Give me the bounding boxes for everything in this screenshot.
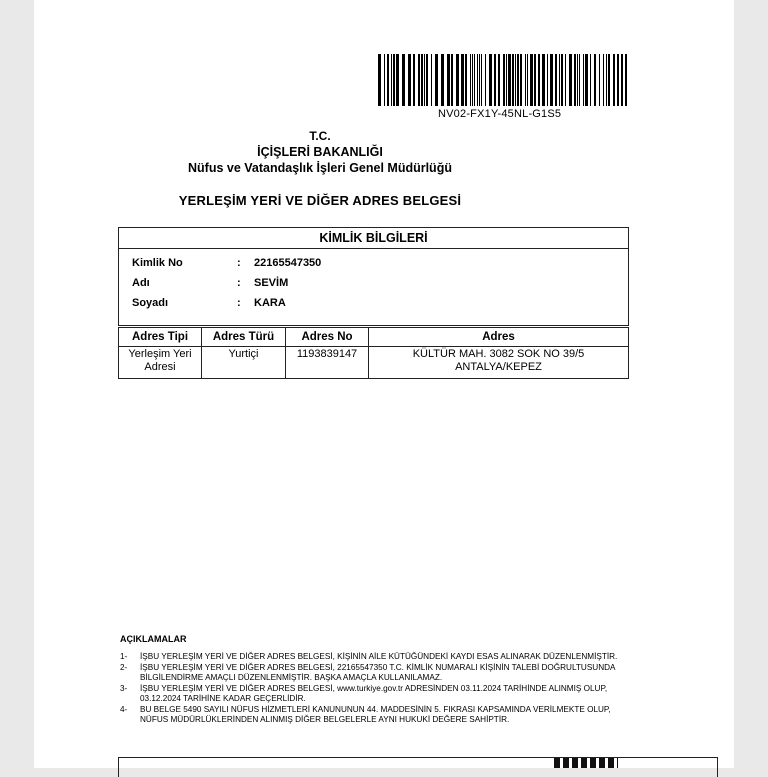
note-number: 4- — [120, 705, 128, 714]
barcode-bar — [426, 54, 428, 106]
barcode-bar — [503, 54, 505, 106]
identity-separator: : — [237, 257, 241, 269]
barcode-bar — [387, 54, 389, 106]
barcode-bar — [506, 54, 507, 106]
note-number: 3- — [120, 684, 128, 693]
cell-line: Adresi — [144, 361, 176, 373]
cell-line: Yerleşim Yeri — [128, 348, 192, 360]
cell-line: ANTALYA/KEPEZ — [455, 361, 542, 373]
barcode-bar — [538, 54, 540, 106]
barcode-bar — [391, 54, 392, 106]
barcode-bar — [574, 54, 576, 106]
note-number: 1- — [120, 652, 128, 661]
barcode-bar — [479, 54, 480, 106]
barcode-bar — [431, 54, 432, 106]
barcode-bar — [617, 54, 619, 106]
barcode-bar — [418, 54, 420, 106]
column-header-adres: Adres — [369, 328, 629, 347]
barcode-bar — [378, 54, 381, 106]
barcode-bar — [525, 54, 526, 106]
barcode-code: NV02-FX1Y-45NL-G1S5 — [438, 108, 562, 120]
barcode-bar — [485, 54, 486, 106]
barcode-bar — [477, 54, 478, 106]
barcode-bar — [512, 54, 514, 106]
barcode-bar — [461, 54, 464, 106]
barcode-bar — [441, 54, 444, 106]
barcode-bar — [456, 54, 459, 106]
barcode-bar — [424, 54, 425, 106]
note-item — [120, 663, 620, 683]
barcode-bar — [494, 54, 496, 106]
barcode-bar — [547, 54, 548, 106]
notes-list — [120, 652, 620, 726]
note-text: İŞBU YERLEŞİM YERİ VE DİĞER ADRES BELGESİ, KİŞİNİN AİLE KÜTÜĞÜNDEKİ KAYDI ESAS ALINARAK DÜZENLENMİŞTİR. — [140, 652, 618, 661]
barcode-bar — [515, 54, 516, 106]
barcode-bar — [603, 54, 604, 106]
document-page — [34, 0, 734, 768]
identity-separator: : — [237, 277, 241, 289]
barcode-bar — [594, 54, 596, 106]
barcode-bar — [608, 54, 610, 106]
bottom-frame — [118, 757, 718, 777]
identity-value: KARA — [254, 297, 286, 309]
barcode-bar — [470, 54, 471, 106]
identity-separator: : — [237, 297, 241, 309]
note-item — [120, 684, 620, 704]
header-ministry: İÇİŞLERİ BAKANLIĞI — [257, 145, 383, 159]
table-row — [119, 347, 629, 379]
cell-adres — [369, 347, 629, 379]
barcode-bar — [508, 54, 511, 106]
identity-label: Soyadı — [132, 297, 169, 309]
address-table-header-row — [119, 328, 629, 347]
barcode — [378, 54, 630, 106]
identity-label: Kimlik No — [132, 257, 183, 269]
header-tc: T.C. — [309, 129, 331, 143]
identity-box — [118, 227, 629, 326]
header-directorate: Nüfus ve Vatandaşlık İşleri Genel Müdürlüğü — [188, 161, 452, 175]
barcode-bar — [561, 54, 563, 106]
barcode-bar — [517, 54, 519, 106]
barcode-bar — [534, 54, 536, 106]
identity-heading: KİMLİK BİLGİLERİ — [119, 228, 628, 249]
barcode-bar — [447, 54, 450, 106]
note-text: BU BELGE 5490 SAYILI NÜFUS HİZMETLERİ KANUNUNUN 44. MADDESİNİN 5. FIKRASI KAPSAMINDA VERİLMEKTE OLUP, NÜFUS MÜDÜRLÜKLERİNDEN ALINMIŞ DİĞER BELGELERLE AYNI HUKUKİ DEĞERE SAHİPTİR. — [140, 705, 611, 724]
barcode-bar — [621, 54, 623, 106]
barcode-bar — [474, 54, 475, 106]
note-number: 2- — [120, 663, 128, 672]
barcode-bar — [585, 54, 588, 106]
cell-line: KÜLTÜR MAH. 3082 SOK NO 39/5 — [412, 348, 585, 360]
barcode-bar — [613, 54, 615, 106]
column-header-adres-tipi: Adres Tipi — [119, 328, 202, 347]
cell-adres-no: 1193839147 — [286, 347, 369, 379]
address-table — [118, 327, 629, 379]
barcode-bar — [481, 54, 482, 106]
barcode-bar — [498, 54, 500, 106]
barcode-bar — [559, 54, 560, 106]
barcode-bar — [413, 54, 415, 106]
barcode-bar — [472, 54, 473, 106]
barcode-bar — [555, 54, 557, 106]
cell-adres-tipi — [119, 347, 202, 379]
barcode-bar — [599, 54, 600, 106]
identity-label: Adı — [132, 277, 150, 289]
barcode-bar — [577, 54, 578, 106]
barcode-bar — [465, 54, 467, 106]
barcode-bar — [550, 54, 553, 106]
barcode-bar — [527, 54, 528, 106]
barcode-bar — [451, 54, 453, 106]
barcode-bar — [625, 54, 627, 106]
barcode-bar — [408, 54, 411, 106]
barcode-bar — [569, 54, 572, 106]
barcode-bar — [565, 54, 566, 106]
note-text: İŞBU YERLEŞİM YERİ VE DİĞER ADRES BELGESİ, www.turkiye.gov.tr ADRESİNDEN 03.11.2024 TARİHİNDE ALINMIŞ OLUP, 03.12.2024 TARİHİNE KADAR GEÇERLİDİR. — [140, 684, 608, 703]
identity-value: SEVİM — [254, 277, 289, 289]
barcode-bar — [579, 54, 580, 106]
barcode-bar — [590, 54, 591, 106]
document-title: YERLEŞİM YERİ VE DİĞER ADRES BELGESİ — [178, 193, 462, 208]
barcode-bar — [393, 54, 395, 106]
barcode-bar — [402, 54, 405, 106]
barcode-bar — [606, 54, 607, 106]
note-text: İŞBU YERLEŞİM YERİ VE DİĞER ADRES BELGESİ, 22165547350 T.C. KİMLİK NUMARALI KİŞİNİN TALEBİ DOĞRULTUSUNDA BİLGİLENDİRME AMAÇLI DÜZENLENMİŞTİR. BAŞKA AMAÇLA KULLANILAMAZ. — [140, 663, 616, 682]
cell-adres-turu: Yurtiçi — [202, 347, 286, 379]
barcode-bar — [396, 54, 399, 106]
bottom-barcode-fragment — [554, 758, 618, 768]
barcode-bar — [530, 54, 533, 106]
barcode-bar — [421, 54, 423, 106]
barcode-bar — [520, 54, 522, 106]
identity-value: 22165547350 — [254, 257, 322, 269]
note-item — [120, 652, 620, 662]
barcode-bar — [542, 54, 545, 106]
note-item — [120, 705, 620, 725]
column-header-adres-turu: Adres Türü — [202, 328, 286, 347]
barcode-bar — [489, 54, 492, 106]
barcode-bar — [384, 54, 385, 106]
barcode-bar — [435, 54, 438, 106]
column-header-adres-no: Adres No — [286, 328, 369, 347]
barcode-bar — [583, 54, 584, 106]
notes-title: AÇIKLAMALAR — [120, 634, 187, 644]
